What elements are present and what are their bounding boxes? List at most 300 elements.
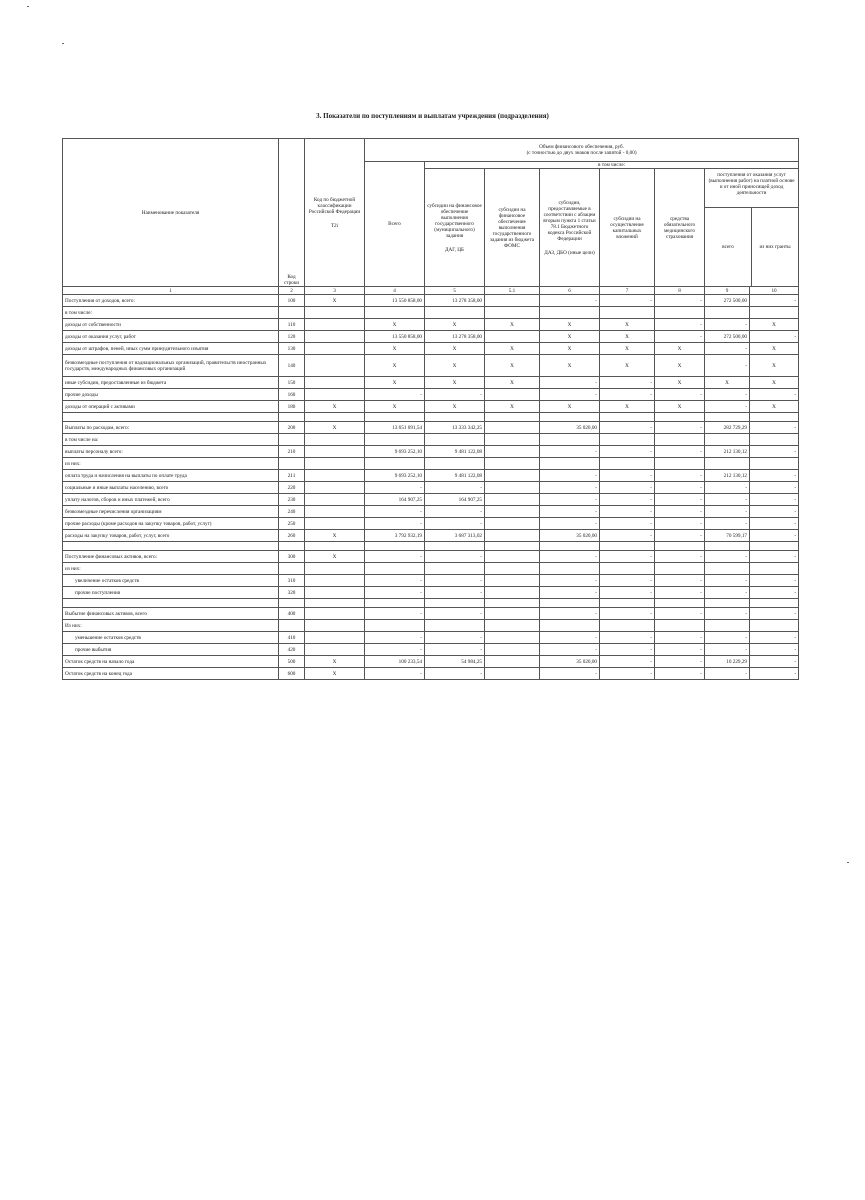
table-body: [63, 295, 799, 680]
value-cell-c6: -: [540, 608, 600, 620]
table-row: [63, 518, 799, 530]
header-col5: [425, 169, 485, 287]
value-cell-c7: -: [600, 668, 655, 680]
page-title: 3. Показатели по поступлениям и выплатам учреждения (подразделения): [316, 112, 549, 120]
table-row: [63, 620, 799, 632]
value-cell-c6: 35 020,00: [540, 422, 600, 434]
row-name: социальные и иные выплаты населению, всего: [63, 482, 279, 494]
value-cell-c10: X: [750, 355, 799, 377]
value-cell-c8: X: [655, 401, 705, 413]
row-name: Поступления от доходов, всего:: [63, 295, 279, 307]
value-cell-c6: X: [540, 355, 600, 377]
value-cell-c8: -: [655, 422, 705, 434]
row-kbk: [305, 470, 365, 482]
value-cell-c6: -: [540, 632, 600, 644]
value-cell-c5: X: [425, 355, 485, 377]
column-number: 3: [305, 287, 365, 295]
value-cell-c7: X: [600, 331, 655, 343]
column-number: 6: [540, 287, 600, 295]
value-cell-c9: X: [705, 377, 750, 389]
table-row: [63, 446, 799, 458]
table-row: [63, 377, 799, 389]
row-name: Из них:: [63, 620, 279, 632]
value-cell-c5: -: [425, 575, 485, 587]
value-cell-c8: -: [655, 319, 705, 331]
value-cell-c4: 164 907,25: [365, 494, 425, 506]
row-kbk: [305, 355, 365, 377]
value-cell-c6: -: [540, 470, 600, 482]
empty-cell: [365, 413, 425, 422]
header-kbk: [305, 139, 365, 287]
value-cell-c4: -: [365, 632, 425, 644]
row-name: доходы от штрафов, пеней, иных сумм принудительного изъятия: [63, 343, 279, 355]
value-cell-c9: -: [705, 355, 750, 377]
column-number: 1: [63, 287, 279, 295]
row-name: безвозмездные перечисления организациям: [63, 506, 279, 518]
header-volume-sub: (с точностью до двух знаков после запятой - 0,00): [526, 150, 637, 156]
indicators-table: [62, 138, 799, 680]
row-code: 220: [279, 482, 305, 494]
value-cell-c4: [365, 563, 425, 575]
empty-cell: [540, 542, 600, 551]
value-cell-c9: -: [705, 644, 750, 656]
row-kbk: [305, 434, 365, 446]
value-cell-c8: -: [655, 506, 705, 518]
value-cell-c9: 212 130,12: [705, 470, 750, 482]
row-kbk: [305, 518, 365, 530]
value-cell-c8: -: [655, 656, 705, 668]
value-cell-c8: [655, 434, 705, 446]
empty-cell: [279, 599, 305, 608]
row-name: из них:: [63, 563, 279, 575]
value-cell-c9: -: [705, 343, 750, 355]
value-cell-c8: -: [655, 494, 705, 506]
value-cell-c8: -: [655, 530, 705, 542]
value-cell-c6: -: [540, 506, 600, 518]
empty-cell: [425, 413, 485, 422]
value-cell-c51: [485, 422, 540, 434]
header-col5-label: субсидии на финансовое обеспечение выполнения государственного (муниципального) задания: [427, 202, 482, 239]
row-code: 420: [279, 644, 305, 656]
value-cell-c5: X: [425, 343, 485, 355]
row-code: 600: [279, 668, 305, 680]
value-cell-c6: X: [540, 343, 600, 355]
row-kbk: [305, 506, 365, 518]
table-row: [63, 656, 799, 668]
header-col6: [540, 169, 600, 287]
value-cell-c9: -: [705, 494, 750, 506]
value-cell-c51: X: [485, 343, 540, 355]
value-cell-c10: -: [750, 551, 799, 563]
header-code: Код строки: [279, 139, 305, 287]
empty-cell: [305, 413, 365, 422]
spacer-row: [63, 542, 799, 551]
value-cell-c51: [485, 668, 540, 680]
value-cell-c5: [425, 307, 485, 319]
value-cell-c6: X: [540, 319, 600, 331]
value-cell-c10: -: [750, 506, 799, 518]
value-cell-c10: -: [750, 422, 799, 434]
header-name: Наименование показателя: [63, 139, 279, 287]
value-cell-c7: -: [600, 518, 655, 530]
value-cell-c4: 9 693 252,10: [365, 446, 425, 458]
header-col8: средства обязательного медицинского страхования: [655, 169, 705, 287]
table-row: [63, 575, 799, 587]
value-cell-c51: [485, 587, 540, 599]
row-name: из них:: [63, 458, 279, 470]
value-cell-c7: -: [600, 530, 655, 542]
empty-cell: [655, 413, 705, 422]
value-cell-c5: -: [425, 506, 485, 518]
value-cell-c9: 10 229,29: [705, 656, 750, 668]
row-name: прочие расходы (кроме расходов на закупку товаров, работ, услуг): [63, 518, 279, 530]
row-kbk: [305, 575, 365, 587]
value-cell-c10: [750, 458, 799, 470]
row-kbk: [305, 563, 365, 575]
empty-cell: [600, 413, 655, 422]
value-cell-c51: [485, 632, 540, 644]
value-cell-c9: [705, 620, 750, 632]
value-cell-c6: -: [540, 446, 600, 458]
empty-cell: [750, 542, 799, 551]
row-kbk: [305, 319, 365, 331]
value-cell-c4: -: [365, 644, 425, 656]
value-cell-c7: [600, 458, 655, 470]
value-cell-c10: -: [750, 656, 799, 668]
value-cell-c5: -: [425, 587, 485, 599]
value-cell-c5: -: [425, 608, 485, 620]
row-code: 120: [279, 331, 305, 343]
table-row: [63, 355, 799, 377]
value-cell-c10: -: [750, 575, 799, 587]
value-cell-c5: -: [425, 518, 485, 530]
column-number: 4: [365, 287, 425, 295]
value-cell-c5: X: [425, 377, 485, 389]
value-cell-c5: [425, 434, 485, 446]
table-row: [63, 331, 799, 343]
value-cell-c8: -: [655, 668, 705, 680]
table-row: [63, 551, 799, 563]
row-kbk: [305, 587, 365, 599]
indicators-table-wrapper: [62, 138, 797, 680]
value-cell-c5: 13 278 358,00: [425, 295, 485, 307]
value-cell-c8: -: [655, 482, 705, 494]
value-cell-c4: [365, 434, 425, 446]
empty-cell: [485, 599, 540, 608]
empty-cell: [279, 542, 305, 551]
value-cell-c10: -: [750, 295, 799, 307]
value-cell-c5: -: [425, 482, 485, 494]
value-cell-c5: [425, 563, 485, 575]
value-cell-c7: -: [600, 632, 655, 644]
value-cell-c10: -: [750, 389, 799, 401]
value-cell-c9: -: [705, 575, 750, 587]
value-cell-c6: -: [540, 389, 600, 401]
value-cell-c7: -: [600, 656, 655, 668]
header-col9: всего: [705, 208, 752, 286]
value-cell-c8: -: [655, 587, 705, 599]
empty-cell: [305, 599, 365, 608]
table-row: [63, 608, 799, 620]
header-col6-sub: ДАЗ, ДБО (иные цели): [544, 249, 595, 256]
empty-cell: [655, 599, 705, 608]
value-cell-c6: -: [540, 295, 600, 307]
row-kbk: [305, 343, 365, 355]
value-cell-c9: -: [705, 389, 750, 401]
column-number: 9: [705, 287, 750, 295]
value-cell-c5: 3 687 313,02: [425, 530, 485, 542]
column-number: 7: [600, 287, 655, 295]
value-cell-c7: [600, 434, 655, 446]
value-cell-c10: [750, 434, 799, 446]
value-cell-c5: 13 278 358,00: [425, 331, 485, 343]
value-cell-c51: [485, 434, 540, 446]
value-cell-c4: 13 651 091,54: [365, 422, 425, 434]
empty-cell: [750, 413, 799, 422]
value-cell-c5: 13 333 342,25: [425, 422, 485, 434]
value-cell-c51: [485, 470, 540, 482]
table-row: [63, 644, 799, 656]
value-cell-c9: -: [705, 506, 750, 518]
value-cell-c8: [655, 307, 705, 319]
value-cell-c51: [485, 494, 540, 506]
value-cell-c10: -: [750, 494, 799, 506]
empty-cell: [425, 599, 485, 608]
value-cell-c4: 13 550 858,00: [365, 331, 425, 343]
table-row: [63, 668, 799, 680]
value-cell-c4: X: [365, 401, 425, 413]
value-cell-c51: [485, 331, 540, 343]
value-cell-c5: 9 481 122,08: [425, 470, 485, 482]
value-cell-c51: [485, 563, 540, 575]
row-kbk: X: [305, 401, 365, 413]
value-cell-c8: -: [655, 389, 705, 401]
value-cell-c9: 272 500,00: [705, 331, 750, 343]
value-cell-c10: [750, 620, 799, 632]
empty-cell: [600, 542, 655, 551]
row-name: оплата труда и начисления на выплаты по оплате труда: [63, 470, 279, 482]
value-cell-c6: -: [540, 644, 600, 656]
empty-cell: [600, 599, 655, 608]
row-kbk: [305, 307, 365, 319]
row-code: 160: [279, 389, 305, 401]
header-total: Всего: [365, 162, 425, 287]
column-numbers-row: [63, 287, 799, 295]
empty-cell: [540, 413, 600, 422]
value-cell-c6: -: [540, 482, 600, 494]
value-cell-c8: -: [655, 518, 705, 530]
header-col7: субсидии на осуществление капитальных вложений: [600, 169, 655, 287]
spacer-row: [63, 599, 799, 608]
header-volume: [365, 139, 799, 162]
value-cell-c8: -: [655, 331, 705, 343]
value-cell-c4: [365, 458, 425, 470]
row-name: уменьшение остатков средств: [63, 632, 279, 644]
table-header: [63, 139, 799, 295]
value-cell-c51: [485, 506, 540, 518]
value-cell-c51: [485, 389, 540, 401]
row-kbk: [305, 632, 365, 644]
value-cell-c51: [485, 551, 540, 563]
empty-cell: [365, 542, 425, 551]
row-name: прочие доходы: [63, 389, 279, 401]
row-code: 410: [279, 632, 305, 644]
value-cell-c51: X: [485, 377, 540, 389]
table-row: [63, 295, 799, 307]
row-code: 240: [279, 506, 305, 518]
table-row: [63, 422, 799, 434]
row-name: Остаток средств на конец года: [63, 668, 279, 680]
value-cell-c7: -: [600, 446, 655, 458]
row-code: 260: [279, 530, 305, 542]
column-number: 5.1: [485, 287, 540, 295]
value-cell-c8: X: [655, 355, 705, 377]
value-cell-c7: -: [600, 494, 655, 506]
value-cell-c4: 3 792 932,19: [365, 530, 425, 542]
row-kbk: X: [305, 422, 365, 434]
scan-speck: [62, 43, 64, 44]
header-paid-services: [705, 169, 799, 287]
value-cell-c9: -: [705, 608, 750, 620]
empty-cell: [485, 413, 540, 422]
value-cell-c10: -: [750, 608, 799, 620]
row-name: в том числе:: [63, 307, 279, 319]
empty-cell: [705, 542, 750, 551]
value-cell-c5: 54 984,25: [425, 656, 485, 668]
value-cell-c5: -: [425, 389, 485, 401]
value-cell-c4: X: [365, 355, 425, 377]
row-kbk: [305, 482, 365, 494]
row-name: прочие выбытия: [63, 644, 279, 656]
row-code: [279, 620, 305, 632]
row-name: расходы на закупку товаров, работ, услуг, всего: [63, 530, 279, 542]
value-cell-c7: -: [600, 551, 655, 563]
value-cell-c7: -: [600, 422, 655, 434]
value-cell-c10: [750, 563, 799, 575]
row-kbk: [305, 389, 365, 401]
value-cell-c5: -: [425, 632, 485, 644]
value-cell-c9: -: [705, 401, 750, 413]
value-cell-c10: [750, 307, 799, 319]
value-cell-c9: [705, 307, 750, 319]
table-row: [63, 343, 799, 355]
table-row: [63, 458, 799, 470]
row-kbk: X: [305, 551, 365, 563]
value-cell-c6: -: [540, 668, 600, 680]
value-cell-c8: -: [655, 608, 705, 620]
row-code: 500: [279, 656, 305, 668]
row-kbk: [305, 608, 365, 620]
value-cell-c4: -: [365, 482, 425, 494]
row-code: [279, 434, 305, 446]
value-cell-c8: X: [655, 377, 705, 389]
value-cell-c7: -: [600, 295, 655, 307]
row-code: 140: [279, 355, 305, 377]
table-row: [63, 401, 799, 413]
empty-cell: [540, 599, 600, 608]
value-cell-c10: -: [750, 518, 799, 530]
row-kbk: [305, 494, 365, 506]
empty-cell: [63, 413, 279, 422]
value-cell-c5: 164 907,25: [425, 494, 485, 506]
value-cell-c51: [485, 295, 540, 307]
table-row: [63, 494, 799, 506]
header-volume-label: Объем финансового обеспечения, руб.: [539, 144, 624, 150]
value-cell-c7: X: [600, 355, 655, 377]
value-cell-c7: -: [600, 587, 655, 599]
value-cell-c51: [485, 608, 540, 620]
header-col6-label: субсидии, предоставляемые в соответствии с абзацем вторым пункта 1 статьи 78.1 Бюджетного кодекса Российской Федерации: [543, 199, 596, 242]
table-row: [63, 319, 799, 331]
row-kbk: X: [305, 656, 365, 668]
value-cell-c6: -: [540, 377, 600, 389]
table-row: [63, 482, 799, 494]
row-code: 100: [279, 295, 305, 307]
value-cell-c4: X: [365, 377, 425, 389]
value-cell-c6: -: [540, 494, 600, 506]
header-col9-group: поступления от оказания услуг (выполнения работ) на платной основе и от иной приносящей доход деятельности: [705, 169, 798, 208]
row-code: 310: [279, 575, 305, 587]
empty-cell: [365, 599, 425, 608]
empty-cell: [705, 599, 750, 608]
value-cell-c9: -: [705, 587, 750, 599]
value-cell-c9: -: [705, 551, 750, 563]
value-cell-c4: -: [365, 389, 425, 401]
value-cell-c10: -: [750, 470, 799, 482]
value-cell-c9: -: [705, 518, 750, 530]
value-cell-c6: X: [540, 331, 600, 343]
row-code: 200: [279, 422, 305, 434]
value-cell-c6: -: [540, 518, 600, 530]
value-cell-c8: -: [655, 446, 705, 458]
row-code: 400: [279, 608, 305, 620]
value-cell-c5: [425, 620, 485, 632]
row-code: [279, 458, 305, 470]
value-cell-c8: [655, 620, 705, 632]
table-row: [63, 632, 799, 644]
value-cell-c9: [705, 434, 750, 446]
value-cell-c9: 70 599,17: [705, 530, 750, 542]
value-cell-c6: [540, 307, 600, 319]
row-code: 180: [279, 401, 305, 413]
value-cell-c51: [485, 458, 540, 470]
row-code: 210: [279, 446, 305, 458]
row-code: 110: [279, 319, 305, 331]
value-cell-c4: 9 693 252,10: [365, 470, 425, 482]
value-cell-c4: 13 550 858,00: [365, 295, 425, 307]
value-cell-c7: -: [600, 644, 655, 656]
value-cell-c8: -: [655, 632, 705, 644]
row-name: иные субсидии, предоставленные из бюджета: [63, 377, 279, 389]
value-cell-c9: -: [705, 668, 750, 680]
empty-cell: [279, 413, 305, 422]
empty-cell: [655, 542, 705, 551]
row-name: доходы от собственности: [63, 319, 279, 331]
row-kbk: [305, 644, 365, 656]
table-row: [63, 530, 799, 542]
row-name: уплату налогов, сборов и иных платежей, всего: [63, 494, 279, 506]
row-kbk: X: [305, 530, 365, 542]
table-row: [63, 434, 799, 446]
column-number: 10: [750, 287, 799, 295]
empty-cell: [305, 542, 365, 551]
value-cell-c10: -: [750, 644, 799, 656]
value-cell-c10: X: [750, 343, 799, 355]
spacer-row: [63, 413, 799, 422]
value-cell-c4: X: [365, 343, 425, 355]
value-cell-c51: X: [485, 319, 540, 331]
value-cell-c51: [485, 620, 540, 632]
